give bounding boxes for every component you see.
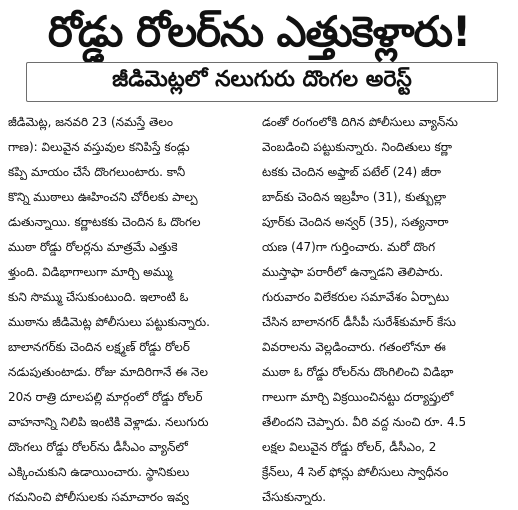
right-line: చేసిన బాలానగర్ డీసీపీ సురేశ్‌కుమార్ కేసు (262, 315, 456, 329)
left-line: జీడిమెట్ల, జనవరి 23 (నమస్తే తెలం (8, 115, 173, 129)
right-line: ముస్తాఫా పరారీలో ఉన్నాడని తెలిపారు. (262, 265, 444, 279)
left-line: బాలానగర్‌కు చెందిన లక్ష్మణ్ రోడ్డు రోలర్ (8, 340, 190, 354)
left-line: కుని సొమ్ము చేసుకుంటుంది. ఇలాంటి ఓ (8, 290, 189, 304)
subheadline-box (26, 62, 498, 102)
left-line: దొంగలు రోడ్డు రోలర్‌ను డీసీఎం వ్యాన్‌లో (8, 440, 188, 454)
left-line: 20న రాత్రి దూలపల్లి మార్గంలో రోడ్డు రోలర్ (8, 390, 203, 404)
left-line: నడుపుతుంటాడు. రోజు మాదిరిగానే ఈ నెల (8, 365, 208, 379)
right-column (262, 110, 510, 504)
right-line: టకకు చెందిన అఫ్తాబ్ పటేల్ (24) జీరా (262, 165, 442, 179)
right-line: బాద్‌కు చెందిన ఇబ్రహీం (31), కుత్బుల్లా (262, 190, 447, 204)
left-line: గాణ): విలువైన వస్తువుల కనిపిస్తే కండ్లు (8, 140, 190, 154)
right-line: ముఠా ఓ రోడ్డు రోలర్‌ను దొంగిలించి విడిభా (262, 365, 454, 379)
left-line: కప్పి మాయం చేసే దొంగలుంటారు. కానీ (8, 165, 186, 179)
left-line: డుతున్నాయి. కర్ణాటకకు చెందిన ఓ దొంగల (8, 215, 201, 229)
left-line: కొన్ని ముఠాలు ఊహించని చోరీలకు పాల్ప (8, 190, 198, 204)
subheadline: జీడిమెట్లలో నలుగురు దొంగల అరెస్ట్ (112, 67, 412, 92)
right-line: పూర్‌కు చెందిన అన్వర్ (35), సత్యనారా (262, 215, 449, 229)
left-line: ళ్తుంది. విడిభాగాలుగా మార్చి అమ్ము (8, 265, 173, 279)
right-line: వెంబడించి పట్టుకున్నారు. నిందితులు కర్ణా (262, 140, 452, 154)
left-line: ముఠా రోడ్డు రోలర్లను మాత్రమే ఎత్తుకె (8, 240, 178, 254)
left-line: ముఠాను జీడిమెట్ల పోలీసులు పట్టుకున్నారు. (8, 315, 210, 329)
article-columns (8, 110, 510, 504)
left-column (8, 110, 256, 504)
right-line: లక్షల విలువైన రోడ్డు రోలర్, డీసీఎం, 2 (262, 440, 437, 454)
right-line: వివరాలను వెల్లడించారు. గతంలోనూ ఈ (262, 340, 446, 354)
right-line: గురువారం విలేకరుల సమావేశం ఏర్పాటు (262, 290, 450, 304)
right-line: గాలుగా మార్చి విక్రయించినట్టు దర్యాప్తులో (262, 390, 454, 404)
right-line: డంతో రంగంలోకి దిగిన పోలీసులు వ్యాన్‌ను (262, 115, 458, 129)
right-line: తేలిందని చెప్పారు. వీరి వద్ద నుంచి రూ. 4.5 (262, 415, 467, 429)
left-line: ఎక్కించుకుని ఉడాయించారు. స్థానికులు (8, 465, 190, 479)
right-line: యణ (47)గా గుర్తించారు. మరో దొంగ (262, 240, 436, 254)
headline: రోడ్డు రోలర్‌ను ఎత్తుకెళ్లారు! (47, 7, 471, 56)
left-line: గమనించి పోలీసులకు సమాచారం ఇవ్వ (8, 490, 189, 504)
right-line: క్రేన్‌లు, 4 సెల్ ఫోన్లు పోలీసులు స్వాధీనం (262, 465, 449, 479)
right-line: చేసుకున్నారు. (262, 490, 327, 504)
left-line: వాహనాన్ని నిలిపి ఇంటికి వెళ్లాడు. నలుగురు (8, 415, 209, 429)
